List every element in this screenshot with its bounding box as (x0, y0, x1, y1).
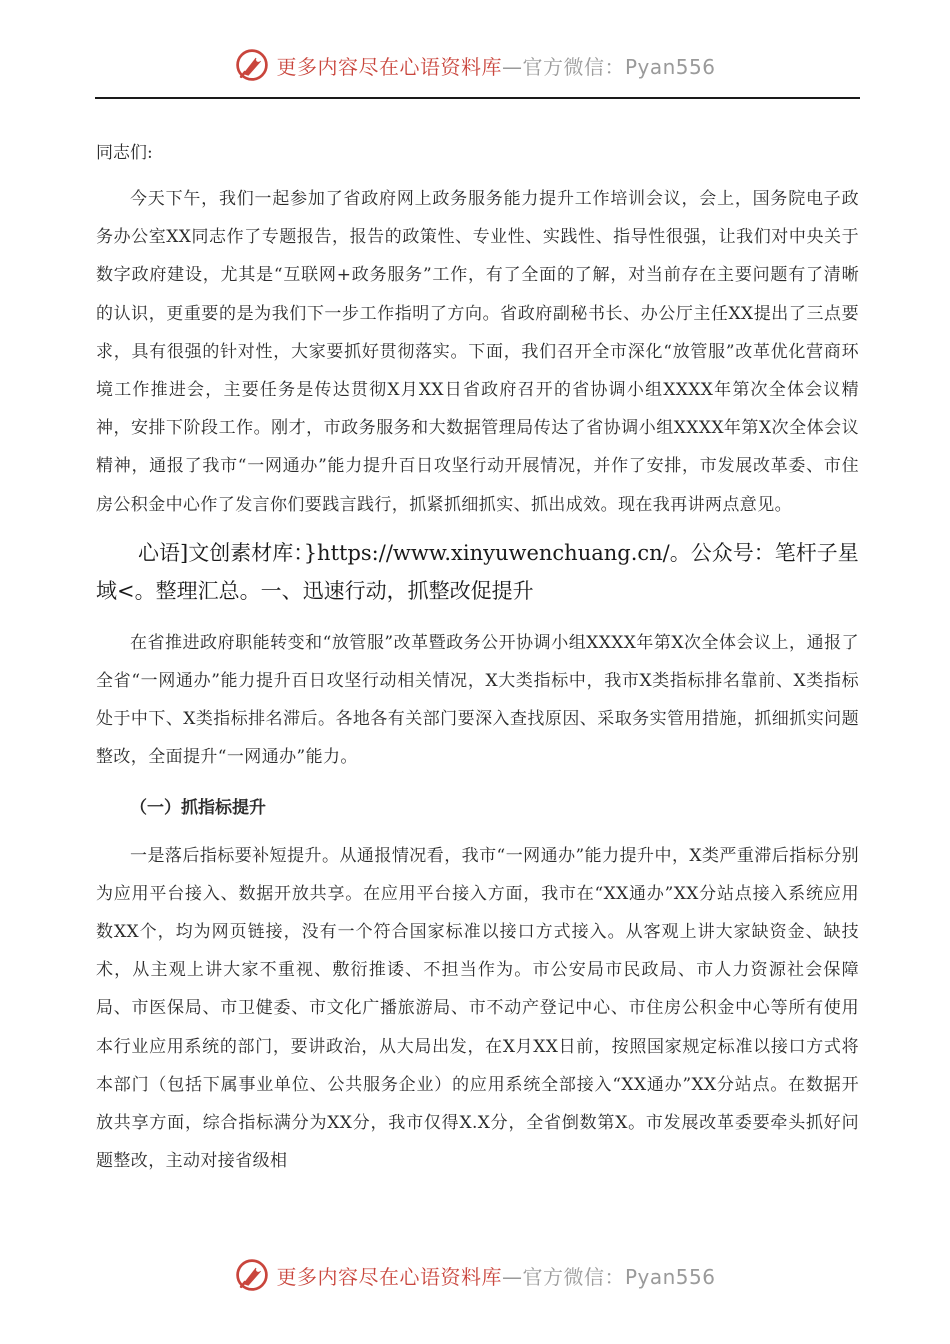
intro-paragraph: 今天下午，我们一起参加了省政府网上政务服务能力提升工作培训会议，会上，国务院电子政务办公室XX同志作了专题报告，报告的政策性、专业性、实践性、指导性很强，让我们对中央关于数字政府建设，尤其是“互联网+政务服务”工作，有了全面的了解，对当前存在主要问题有了清晰的认识，更重要的是为我们下一步工作指明了方向。省政府副秘书长、办公厅主任XX提出了三点要求，具有很强的针对性，大家要抓好贯彻落实。下面，我们召开全市深化“放管服”改革优化营商环境工作推进会，主要任务是传达贯彻X月XX日省政府召开的省协调小组XXXX年第次全体会议精神，安排下阶段工作。刚才，市政务服务和大数据管理局传达了省协调小组XXXX年第X次全体会议精神，通报了我市“一网通办”能力提升百日攻坚行动开展情况，并作了安排，市发展改革委、市住房公积金中心作了发言你们要践言践行，抓紧抓细抓实、抓出成效。现在我再讲两点意见。 (96, 189, 859, 515)
document-body (96, 140, 859, 1180)
footer-contact-text: —官方微信：Pyan556 (501, 1264, 716, 1289)
greeting: 同志们: (96, 143, 153, 163)
header-divider (95, 97, 860, 99)
footer-brand-text: 更多内容尽在心语资料库 (276, 1264, 502, 1289)
pen-nib-logo-icon (234, 1257, 270, 1293)
subheading: （一）抓指标提升 (130, 797, 266, 818)
header-brand-text: 更多内容尽在心语资料库 (276, 54, 502, 79)
pen-nib-logo-icon (234, 47, 270, 83)
section-paragraph: 在省推进政府职能转变和“放管服”改革暨政务公开协调小组XXXX年第X次全体会议上，通报了全省“一网通办”能力提升百日攻坚行动相关情况，X大类指标中，我市X类指标排名靠前、X类指标处于中下、X类指标排名滞后。各地各有关部门要深入查找原因、采取务实管用措施，抓细抓实问题整改，全面提升“一网通办”能力。 (96, 632, 859, 768)
header-contact-text: —官方微信：Pyan556 (501, 54, 716, 79)
inserted-source-line: 心语]文创素材库：}https://www.xinyuwenchuang.cn/。公众号：笔杆子星域<。整理汇总。一、迅速行动，抓整改促提升 (96, 540, 859, 603)
header-banner (0, 40, 950, 90)
footer-banner (0, 1250, 950, 1300)
detail-paragraph: 一是落后指标要补短提升。从通报情况看，我市“一网通办”能力提升中，X类严重滞后指标分别为应用平台接入、数据开放共享。在应用平台接入方面，我市在“XX通办”XX分站点接入系统应用数XX个，均为网页链接，没有一个符合国家标准以接口方式接入。从客观上讲大家缺资金、缺技术，从主观上讲大家不重视、敷衍推诿、不担当作为。市公安局市民政局、市人力资源社会保障局、市医保局、市卫健委、市文化广播旅游局、市不动产登记中心、市住房公积金中心等所有使用本行业应用系统的部门，要讲政治，从大局出发，在X月XX日前，按照国家规定标准以接口方式将本部门（包括下属事业单位、公共服务企业）的应用系统全部接入“XX通办”XX分站点。在数据开放共享方面，综合指标满分为XX分，我市仅得X.X分，全省倒数第X。市发展改革委要牵头抓好问题整改，主动对接省级相 (96, 845, 859, 1172)
